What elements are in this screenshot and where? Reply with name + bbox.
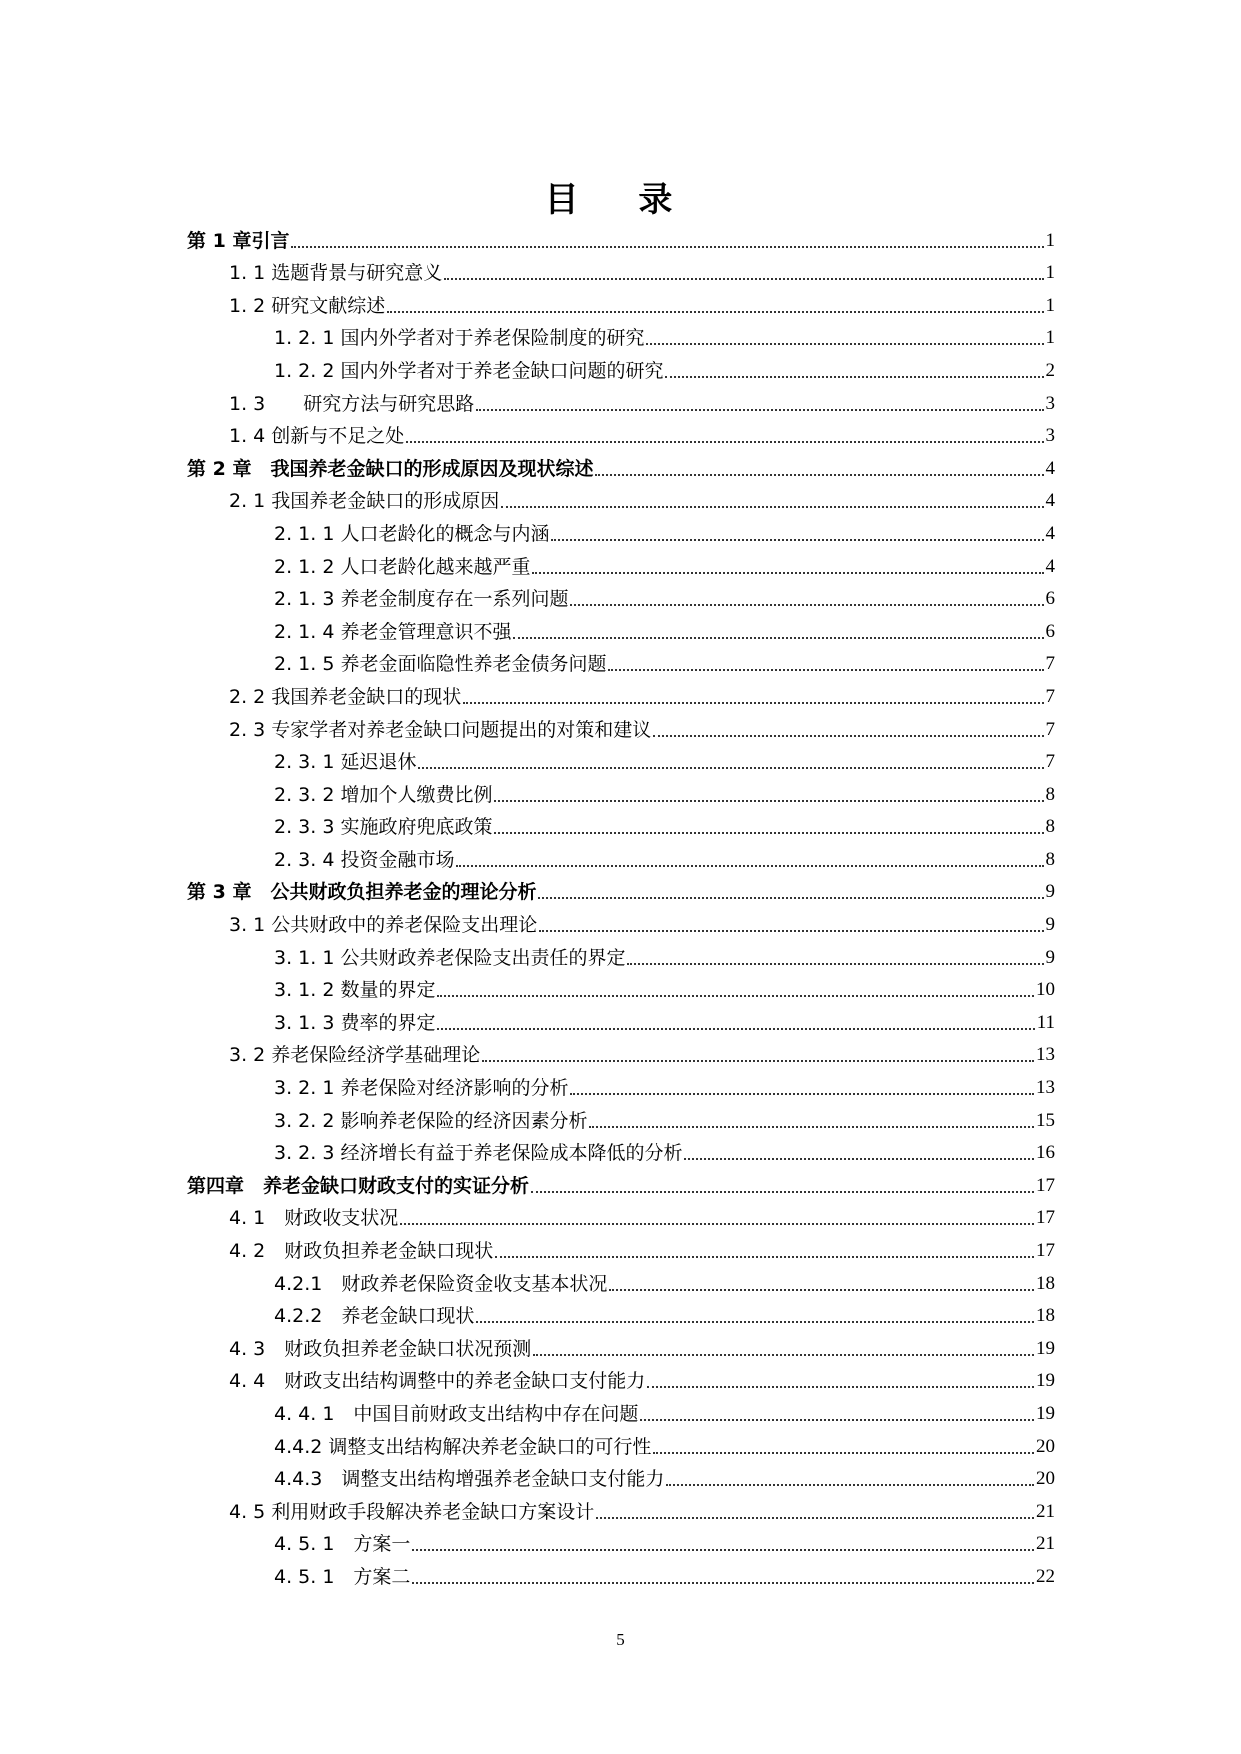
toc-entry-title: 3. 2. 2 影响养老保险的经济因素分析 [274, 1109, 588, 1132]
dot-leader [551, 539, 1043, 541]
toc-entry-page: 16 [1036, 1142, 1055, 1164]
dot-leader [291, 246, 1043, 248]
toc-entry[interactable] [187, 1494, 1055, 1527]
dot-leader [589, 1126, 1034, 1128]
toc-entry-title: 4. 1 财政收支状况 [229, 1207, 399, 1230]
toc-entry[interactable] [187, 451, 1055, 484]
toc-entry-page: 7 [1045, 751, 1055, 773]
dot-leader [684, 1158, 1034, 1160]
dot-leader [418, 767, 1043, 769]
toc-entry[interactable] [187, 321, 1055, 354]
toc-entry-title: 2. 3. 3 实施政府兜底政策 [274, 816, 493, 839]
toc-entry[interactable] [187, 647, 1055, 680]
toc-entry-page: 19 [1036, 1370, 1055, 1392]
dot-leader [533, 1354, 1034, 1356]
page-number: 5 [616, 1630, 625, 1649]
toc-entry[interactable] [187, 940, 1055, 973]
toc-entry-page: 4 [1045, 522, 1055, 544]
toc-entry[interactable] [187, 223, 1055, 256]
toc-entry-title: 3. 1. 2 数量的界定 [274, 979, 436, 1002]
toc-entry-page: 3 [1045, 392, 1055, 414]
toc-entry-title: 1. 3 研究方法与研究思路 [229, 392, 475, 415]
dot-leader [609, 1289, 1034, 1291]
toc-entry-page: 8 [1045, 848, 1055, 870]
toc-entry-page: 7 [1045, 718, 1055, 740]
toc-entry-page: 7 [1045, 685, 1055, 707]
dot-leader [640, 1419, 1034, 1421]
dot-leader [666, 1484, 1034, 1486]
toc-entry-page: 4 [1045, 457, 1055, 479]
toc-entry-title: 1. 1 选题背景与研究意义 [229, 262, 443, 285]
toc-entry-title: 4. 3 财政负担养老金缺口状况预测 [229, 1337, 532, 1360]
toc-entry-title: 2. 1. 2 人口老龄化越来越严重 [274, 555, 531, 578]
toc-entry-page: 9 [1045, 946, 1055, 968]
dot-leader [665, 376, 1043, 378]
dot-leader [595, 474, 1043, 476]
toc-entry[interactable] [187, 875, 1055, 908]
toc-entry[interactable] [187, 1331, 1055, 1364]
toc-entry-page: 20 [1036, 1435, 1055, 1457]
dot-leader [570, 1093, 1034, 1095]
dot-leader [437, 1028, 1034, 1030]
toc-entry[interactable] [187, 288, 1055, 321]
toc-entry-title: 4.2.1 财政养老保险资金收支基本状况 [274, 1272, 608, 1295]
dot-leader [646, 343, 1043, 345]
toc-entry-title: 4. 5. 1 方案一 [274, 1533, 411, 1556]
toc-entry-page: 21 [1036, 1533, 1055, 1555]
toc-entry-title: 2. 3. 4 投资金融市场 [274, 848, 455, 871]
toc-entry[interactable] [187, 1364, 1055, 1397]
toc-entry[interactable] [187, 973, 1055, 1006]
toc-entry[interactable] [187, 1429, 1055, 1462]
toc-entry-page: 22 [1036, 1565, 1055, 1587]
toc-entry-page: 10 [1036, 979, 1055, 1001]
toc-entry[interactable] [187, 1396, 1055, 1429]
toc-entry[interactable] [187, 1559, 1055, 1592]
dot-leader [531, 1191, 1034, 1193]
dot-leader [482, 1060, 1034, 1062]
toc-entry-page: 18 [1036, 1272, 1055, 1294]
dot-leader [494, 800, 1043, 802]
dot-leader [501, 506, 1043, 508]
toc-entry-title: 第四章 养老金缺口财政支付的实证分析 [187, 1174, 530, 1197]
toc-entry[interactable] [187, 484, 1055, 517]
toc-entry[interactable] [187, 1233, 1055, 1266]
dot-leader [513, 637, 1043, 639]
toc-entry-title: 3. 2. 3 经济增长有益于养老保险成本降低的分析 [274, 1142, 683, 1165]
toc-entry-page: 19 [1036, 1337, 1055, 1359]
toc-entry-title: 4. 4. 1 中国目前财政支出结构中存在问题 [274, 1402, 639, 1425]
toc-entry-page: 9 [1045, 914, 1055, 936]
toc-entry-page: 2 [1045, 359, 1055, 381]
toc-entry-page: 13 [1036, 1044, 1055, 1066]
toc-entry[interactable] [187, 679, 1055, 712]
toc-entry-page: 8 [1045, 816, 1055, 838]
toc-entry-page: 1 [1045, 327, 1055, 349]
dot-leader [412, 1549, 1034, 1551]
toc-entry[interactable] [187, 1201, 1055, 1234]
dot-leader [387, 311, 1043, 313]
toc-entry-title: 4. 4 财政支出结构调整中的养老金缺口支付能力 [229, 1370, 646, 1393]
toc-entry-page: 4 [1045, 490, 1055, 512]
toc-entry[interactable] [187, 1103, 1055, 1136]
toc-entry-title: 2. 3 专家学者对养老金缺口问题提出的对策和建议 [229, 718, 652, 741]
toc-entry-title: 4. 5. 1 方案二 [274, 1565, 411, 1588]
toc-entry[interactable] [187, 907, 1055, 940]
dot-leader [495, 1256, 1034, 1258]
toc-entry[interactable] [187, 516, 1055, 549]
toc-entry-page: 17 [1036, 1174, 1055, 1196]
toc-entry[interactable] [187, 549, 1055, 582]
dot-leader [627, 963, 1043, 965]
toc-entry-page: 13 [1036, 1077, 1055, 1099]
toc-entry-page: 6 [1045, 588, 1055, 610]
dot-leader [494, 832, 1043, 834]
toc-entry-page: 17 [1036, 1207, 1055, 1229]
toc-entry-title: 第 1 章引言 [187, 229, 290, 252]
dot-leader [653, 1452, 1034, 1454]
dot-leader [647, 1386, 1034, 1388]
toc-entry-title: 3. 1. 3 费率的界定 [274, 1011, 436, 1034]
toc-entry-title: 第 2 章 我国养老金缺口的形成原因及现状综述 [187, 457, 594, 480]
toc-entry-title: 2. 1. 4 养老金管理意识不强 [274, 620, 512, 643]
toc-entry-title: 3. 2 养老保险经济学基础理论 [229, 1044, 481, 1067]
dot-leader [532, 572, 1043, 574]
toc-entry-page: 1 [1045, 229, 1055, 251]
toc-entry-page: 15 [1036, 1109, 1055, 1131]
toc-entry-page: 6 [1045, 620, 1055, 642]
toc-entry-page: 7 [1045, 653, 1055, 675]
toc-entry-page: 11 [1036, 1011, 1055, 1033]
toc-entry-title: 2. 1. 1 人口老龄化的概念与内涵 [274, 522, 550, 545]
toc-entry-page: 8 [1045, 783, 1055, 805]
toc-entry-title: 2. 1. 3 养老金制度存在一系列问题 [274, 588, 569, 611]
toc-entry-title: 4.4.2 调整支出结构解决养老金缺口的可行性 [274, 1435, 652, 1458]
dot-leader [539, 930, 1043, 932]
toc-entry-title: 2. 3. 2 增加个人缴费比例 [274, 783, 493, 806]
dot-leader [456, 865, 1043, 867]
toc-entry[interactable] [187, 712, 1055, 745]
dot-leader [538, 897, 1043, 899]
toc-entry-title: 2. 1 我国养老金缺口的形成原因 [229, 490, 500, 513]
toc-entry-title: 4. 2 财政负担养老金缺口现状 [229, 1240, 494, 1262]
toc-entry-page: 9 [1045, 881, 1055, 903]
toc-entry-title: 3. 1 公共财政中的养老保险支出理论 [229, 914, 538, 937]
dot-leader [437, 995, 1034, 997]
toc-entry-title: 3. 1. 1 公共财政养老保险支出责任的界定 [274, 946, 626, 969]
toc-entry-title: 2. 3. 1 延迟退休 [274, 751, 417, 774]
toc-entry[interactable] [187, 1299, 1055, 1332]
toc-entry[interactable] [187, 745, 1055, 778]
toc-entry[interactable] [187, 582, 1055, 615]
toc-entry[interactable] [187, 842, 1055, 875]
toc-entry[interactable] [187, 386, 1055, 419]
dot-leader [406, 441, 1043, 443]
toc-entry-title: 4. 5 利用财政手段解决养老金缺口方案设计 [229, 1500, 595, 1523]
dot-leader [476, 1321, 1034, 1323]
toc-entry[interactable] [187, 1462, 1055, 1495]
dot-leader [653, 735, 1043, 737]
dot-leader [570, 604, 1043, 606]
toc-entry[interactable] [187, 777, 1055, 810]
toc-entry[interactable] [187, 1527, 1055, 1560]
toc-entry[interactable] [187, 1070, 1055, 1103]
dot-leader [596, 1517, 1034, 1519]
toc-entry-page: 20 [1036, 1468, 1055, 1490]
toc-entry-page: 4 [1045, 555, 1055, 577]
toc-entry-title: 2. 1. 5 养老金面临隐性养老金债务问题 [274, 653, 607, 676]
dot-leader [476, 409, 1043, 411]
toc-entry-page: 1 [1045, 294, 1055, 316]
toc-entry-page: 17 [1036, 1240, 1055, 1261]
toc-entry-title: 1. 2. 2 国内外学者对于养老金缺口问题的研究 [274, 359, 664, 382]
dot-leader [463, 702, 1043, 704]
toc-entry-title: 3. 2. 1 养老保险对经济影响的分析 [274, 1077, 569, 1100]
toc-entry[interactable] [187, 1136, 1055, 1169]
dot-leader [608, 669, 1043, 671]
dot-leader [412, 1582, 1034, 1584]
toc-entry-page: 18 [1036, 1305, 1055, 1327]
toc-list [187, 223, 1055, 1592]
toc-entry-page: 3 [1045, 425, 1055, 447]
toc-entry-title: 第 3 章 公共财政负担养老金的理论分析 [187, 881, 537, 904]
toc-entry-page: 1 [1045, 262, 1055, 284]
dot-leader [400, 1223, 1034, 1225]
toc-entry-page: 19 [1036, 1402, 1055, 1424]
toc-entry[interactable] [187, 1266, 1055, 1299]
toc-entry[interactable] [187, 614, 1055, 647]
toc-title: 目 录 [544, 180, 697, 220]
toc-entry[interactable] [187, 810, 1055, 843]
toc-entry[interactable] [187, 1005, 1055, 1038]
toc-entry-title: 1. 2 研究文献综述 [229, 294, 386, 317]
toc-entry[interactable] [187, 1038, 1055, 1071]
toc-entry-page: 21 [1036, 1500, 1055, 1522]
dot-leader [444, 278, 1043, 280]
toc-entry-title: 4.2.2 养老金缺口现状 [274, 1305, 475, 1328]
toc-entry-title: 2. 2 我国养老金缺口的现状 [229, 685, 462, 708]
toc-entry[interactable] [187, 353, 1055, 386]
toc-entry-title: 1. 2. 1 国内外学者对于养老保险制度的研究 [274, 327, 645, 350]
toc-entry-title: 4.4.3 调整支出结构增强养老金缺口支付能力 [274, 1468, 665, 1491]
toc-entry[interactable] [187, 1168, 1055, 1201]
toc-entry[interactable] [187, 419, 1055, 452]
toc-entry[interactable] [187, 256, 1055, 289]
toc-entry-title: 1. 4 创新与不足之处 [229, 425, 405, 448]
